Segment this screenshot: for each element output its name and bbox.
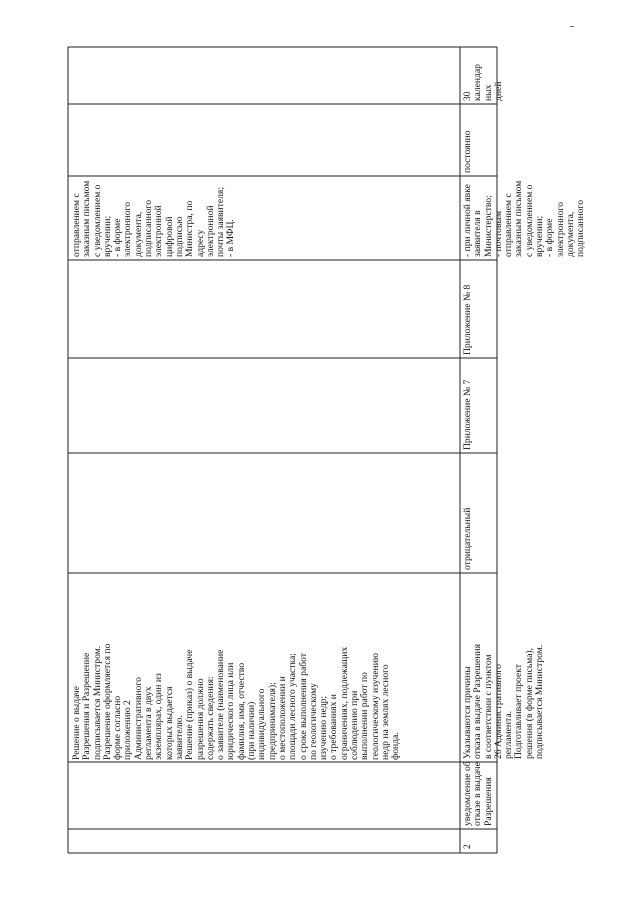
text-line: о сроке выполнения работ: [297, 653, 309, 760]
text-line: Приложение № 8: [462, 284, 473, 355]
text-line: экземплярах, один из: [153, 673, 165, 760]
text-line: предпринимателя);: [266, 682, 278, 760]
text-line: заявителя в: [472, 210, 484, 257]
row2-storage-org: [463, 64, 504, 101]
row2-result: [463, 761, 494, 826]
text-line: Разрешения и Разрешение: [81, 652, 93, 760]
text-line: ных: [482, 84, 494, 101]
text-line: соблюдению при: [349, 690, 361, 760]
text-line: почты заявителя;: [215, 187, 227, 257]
row-number: 2: [462, 844, 473, 849]
text-line: Приложение № 7: [462, 379, 473, 450]
row2-form: [463, 380, 473, 450]
text-line: электронной: [204, 205, 216, 257]
text-line: постоянно: [462, 130, 473, 173]
text-line: дней: [492, 81, 504, 101]
text-line: отправлением с: [503, 193, 515, 257]
text-line: с уведомлением о: [523, 184, 535, 257]
text-line: подписью: [173, 216, 185, 257]
text-line: отправлением с: [71, 193, 82, 257]
text-line: регламента.: [503, 711, 515, 759]
text-line: фонда.: [390, 732, 402, 760]
text-line: цифровой: [163, 216, 175, 257]
text-line: Министерство;: [482, 195, 494, 257]
text-line: - в МФЦ.: [225, 219, 237, 257]
text-line: - в форме: [544, 218, 556, 257]
text-line: - почтовым: [492, 210, 504, 257]
text-line: подписанного: [143, 200, 155, 257]
text-line: Административного: [132, 677, 144, 760]
text-line: которых выдается: [163, 686, 175, 760]
text-line: о местоположении и: [276, 676, 288, 760]
text-line: содержать сведения:: [204, 676, 216, 760]
text-line: Подготавливает проект: [513, 664, 525, 759]
text-line: вручении;: [101, 215, 113, 257]
text-line: отрицательный: [462, 507, 473, 570]
text-line: подписывается Министром.: [534, 644, 546, 759]
text-line: электронного: [554, 202, 566, 257]
row2-character: [463, 508, 473, 570]
text-line: юридического лица или: [225, 662, 237, 760]
text-line: отказе в выдаче: [472, 762, 484, 826]
scan-mark: [570, 26, 574, 27]
text-line: регламента в двух: [143, 686, 155, 760]
text-line: недр на землях лесного: [379, 664, 391, 760]
text-line: геологическому изучению: [369, 652, 381, 760]
text-line: 26 Административного: [492, 664, 504, 759]
text-line: Министра, по: [184, 200, 196, 257]
text-line: - при личной явке: [462, 184, 473, 257]
text-line: площади лесного участка;: [287, 653, 299, 760]
text-line: адресу: [194, 229, 206, 257]
text-line: вручении;: [534, 215, 546, 257]
text-line: подписанного: [575, 200, 587, 257]
text-line: электронного: [122, 202, 134, 257]
text-line: ограничениях, подлежащих: [338, 646, 350, 760]
text-line: календар: [472, 64, 484, 101]
text-line: в соответствии с пунктом: [482, 654, 494, 759]
text-line: уведомление об: [462, 761, 473, 826]
row2-sample: [463, 285, 473, 355]
text-line: заказным письмом: [513, 180, 525, 257]
text-line: документа,: [132, 211, 144, 257]
row1-delivery-methods: [72, 181, 237, 257]
text-line: по геологическому: [307, 683, 319, 760]
text-line: электронной: [153, 205, 165, 257]
text-line: фамилия, имя, отчество: [235, 662, 247, 760]
text-line: изучению недр;: [318, 695, 330, 760]
text-line: о заявителе (наименование: [215, 649, 227, 760]
text-line: Разрешение оформляется по: [101, 643, 113, 760]
text-line: выполнении работ по: [359, 672, 371, 760]
row2-result-doc-description: [463, 644, 545, 759]
text-line: с уведомлением о: [91, 184, 103, 257]
text-line: решения (в форме письма),: [523, 647, 535, 759]
row2-delivery-methods: [463, 181, 587, 257]
text-line: 30: [462, 91, 473, 101]
row2-storage-mfc: [463, 130, 473, 173]
row2-number: [463, 844, 473, 849]
text-line: документа,: [564, 211, 576, 257]
text-line: Разрешения: [482, 777, 494, 826]
text-line: форме согласно: [112, 695, 124, 760]
text-line: отказа в выдаче Разрешения: [472, 644, 484, 759]
text-line: индивидуального: [256, 688, 268, 760]
row1-result-doc-description: [72, 644, 402, 760]
text-line: (при наличии): [246, 701, 258, 760]
text-line: - в форме: [112, 218, 124, 257]
text-line: подписывается Министром.: [91, 645, 103, 760]
text-line: заявителю.: [173, 715, 185, 760]
text-line: о требованиях и: [328, 694, 340, 760]
text-line: заказным письмом: [81, 180, 93, 257]
text-line: приложению 2: [122, 700, 134, 760]
text-line: Указываются причины: [462, 666, 473, 759]
text-line: разрешения должно: [194, 678, 206, 760]
text-line: Решение (приказ) о выдаче: [184, 649, 196, 760]
text-line: Решение о выдаче: [71, 685, 82, 760]
